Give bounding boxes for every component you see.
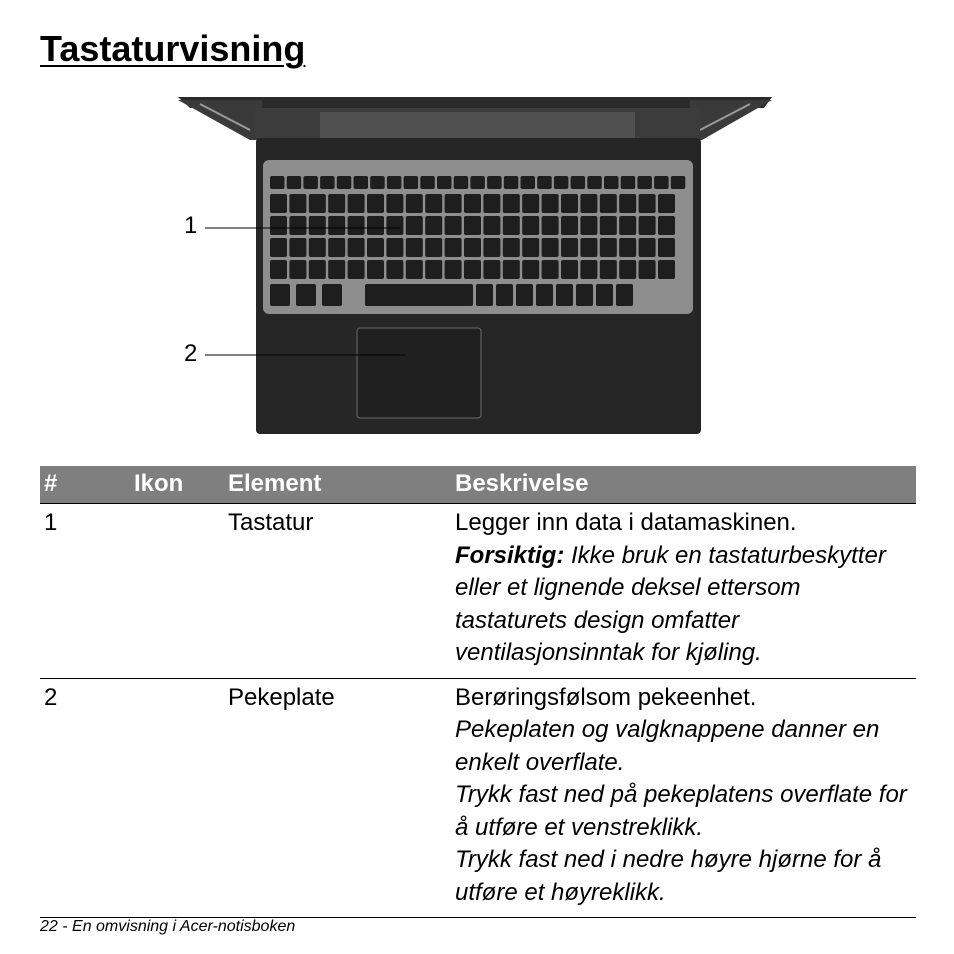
keyboard-key: [287, 176, 302, 189]
keyboard-key: [483, 194, 500, 213]
page-footer: 22 - En omvisning i Acer-notisboken: [40, 918, 296, 935]
keyboard-key: [309, 216, 326, 235]
keyboard-key: [367, 260, 384, 279]
header-number: #: [40, 466, 130, 504]
page-title: Tastaturvisning: [40, 28, 306, 69]
keyboard-key: [445, 194, 462, 213]
keyboard-key: [386, 238, 403, 257]
keyboard-key: [537, 176, 552, 189]
keyboard-key: [521, 176, 536, 189]
keyboard-key: [522, 194, 539, 213]
keyboard-key: [476, 284, 493, 306]
keyboard-key: [445, 260, 462, 279]
keyboard-key: [337, 176, 352, 189]
keyboard-key: [503, 260, 520, 279]
keyboard-key: [289, 238, 306, 257]
keyboard-key: [671, 176, 686, 189]
keyboard-key: [658, 260, 675, 279]
keyboard-key: [289, 260, 306, 279]
keyboard-key: [658, 194, 675, 213]
keyboard-key: [425, 216, 442, 235]
keyboard-key: [580, 216, 597, 235]
keyboard-key: [328, 216, 345, 235]
keyboard-key: [522, 216, 539, 235]
keyboard-key: [470, 176, 485, 189]
keyboard-key: [600, 260, 617, 279]
keyboard-key: [576, 284, 593, 306]
keyboard-key: [658, 238, 675, 257]
keyboard-key: [464, 238, 481, 257]
keyboard-key: [320, 176, 335, 189]
keyboard-key: [504, 176, 519, 189]
keyboard-key: [503, 216, 520, 235]
keyboard-key: [637, 176, 652, 189]
note-text: Trykk fast ned i nedre høyre hjørne for å utføre et høyreklikk.: [455, 846, 882, 906]
laptop-keyboard-figure: [0, 90, 954, 440]
header-description: Beskrivelse: [451, 466, 916, 504]
keyboard-key: [348, 216, 365, 235]
keyboard-key: [580, 194, 597, 213]
keyboard-key: [437, 176, 452, 189]
keyboard-key: [406, 238, 423, 257]
keyboard-key: [619, 194, 636, 213]
description-text: Berøringsfølsom pekeenhet.: [455, 683, 757, 711]
keyboard-key: [522, 260, 539, 279]
keyboard-key: [464, 260, 481, 279]
keyboard-key: [348, 238, 365, 257]
keyboard-key: [309, 194, 326, 213]
keyboard-key: [270, 284, 290, 306]
keyboard-key: [639, 216, 656, 235]
keyboard-key: [348, 260, 365, 279]
keyboard-key: [425, 260, 442, 279]
callout-2: 2: [184, 340, 198, 367]
keyboard-key: [580, 260, 597, 279]
keyboard-key: [639, 194, 656, 213]
keyboard-key: [600, 238, 617, 257]
keyboard-key: [542, 238, 559, 257]
caution-label: Forsiktig:: [455, 541, 565, 569]
note-text: Trykk fast ned på pekeplatens overflate for å utføre et venstreklikk.: [455, 781, 907, 841]
keyboard-key: [542, 216, 559, 235]
table-header-row: [40, 466, 916, 504]
keyboard-key: [619, 238, 636, 257]
keyboard-key: [496, 284, 513, 306]
keyboard-key: [303, 176, 318, 189]
keyboard-key: [367, 238, 384, 257]
callout-1: 1: [184, 212, 198, 239]
keyboard-key: [654, 176, 669, 189]
keyboard-key: [454, 176, 469, 189]
caution-note: [455, 540, 912, 670]
keyboard-key: [386, 194, 403, 213]
keyboard-key: [270, 176, 285, 189]
keyboard-key: [354, 176, 369, 189]
description-text: Legger inn data i datamaskinen.: [455, 509, 797, 536]
keyboard-key: [322, 284, 342, 306]
keyboard-key: [309, 260, 326, 279]
keyboard-key: [420, 176, 435, 189]
keyboard-key: [542, 194, 559, 213]
keyboard-key: [587, 176, 602, 189]
keyboard-key: [571, 176, 586, 189]
keyboard-key: [365, 284, 473, 306]
keyboard-key: [289, 216, 306, 235]
keyboard-key: [464, 194, 481, 213]
keyboard-key: [348, 194, 365, 213]
row-icon: [130, 504, 224, 679]
row-element: Pekeplate: [228, 683, 335, 711]
row-icon: [130, 678, 224, 918]
keyboard-key: [600, 194, 617, 213]
keyboard-key: [309, 238, 326, 257]
keyboard-key: [596, 284, 613, 306]
keyboard-key: [270, 260, 287, 279]
keyboard-key: [556, 284, 573, 306]
row-description: [451, 678, 916, 918]
keyboard-key: [536, 284, 553, 306]
keyboard-key: [406, 260, 423, 279]
keyboard-key: [370, 176, 385, 189]
keyboard-key: [386, 260, 403, 279]
keyboard-key: [464, 216, 481, 235]
keyboard-key: [561, 216, 578, 235]
keyboard-key: [600, 216, 617, 235]
keyboard-key: [619, 216, 636, 235]
header-icon: Ikon: [130, 466, 224, 504]
keyboard-key: [561, 260, 578, 279]
keyboard-key: [487, 176, 502, 189]
keyboard-key: [621, 176, 636, 189]
keyboard-key: [270, 194, 287, 213]
keyboard-key: [639, 238, 656, 257]
keyboard-key: [406, 194, 423, 213]
keyboard-key: [406, 216, 423, 235]
keyboard-key: [554, 176, 569, 189]
keyboard-key: [522, 238, 539, 257]
caution-text: Ikke bruk en tastaturbeskytter eller et lignende deksel ettersom tastaturets design omfatter ventilasjonsinntak for kjøling.: [455, 541, 886, 666]
note-text: Pekeplaten og valgknappene danner en enkelt overflate.: [455, 716, 880, 776]
keyboard-key: [561, 238, 578, 257]
keyboard-key: [639, 260, 656, 279]
table-row: [40, 678, 916, 918]
keyboard-key: [503, 238, 520, 257]
keyboard-key: [658, 216, 675, 235]
keyboard-key: [483, 260, 500, 279]
keyboard-key: [604, 176, 619, 189]
keyboard-key: [619, 260, 636, 279]
keyboard-key: [270, 216, 287, 235]
row-number: 1: [44, 509, 58, 536]
keyboard-key: [445, 238, 462, 257]
keyboard-key: [483, 238, 500, 257]
keyboard-key: [580, 238, 597, 257]
keyboard-key: [289, 194, 306, 213]
keyboard-key: [561, 194, 578, 213]
keyboard-key: [445, 216, 462, 235]
keyboard-key: [616, 284, 633, 306]
keyboard-key: [404, 176, 419, 189]
keyboard-key: [425, 194, 442, 213]
spec-table: [40, 466, 916, 918]
keyboard-key: [328, 238, 345, 257]
laptop-illustration: [0, 90, 954, 440]
keyboard-key: [367, 216, 384, 235]
keyboard-key: [328, 260, 345, 279]
keyboard-key: [425, 238, 442, 257]
keyboard-key: [328, 194, 345, 213]
keyboard-key: [542, 260, 559, 279]
row-number: 2: [44, 683, 58, 711]
keyboard-key: [516, 284, 533, 306]
keyboard-key: [386, 216, 403, 235]
row-element: Tastatur: [228, 509, 314, 536]
row-description: [451, 504, 916, 679]
keyboard-key: [387, 176, 402, 189]
keyboard-key: [296, 284, 316, 306]
header-element: Element: [224, 466, 451, 504]
keyboard-key: [503, 194, 520, 213]
keyboard-key: [483, 216, 500, 235]
table-row: [40, 504, 916, 679]
keyboard-key: [367, 194, 384, 213]
keyboard-key: [270, 238, 287, 257]
